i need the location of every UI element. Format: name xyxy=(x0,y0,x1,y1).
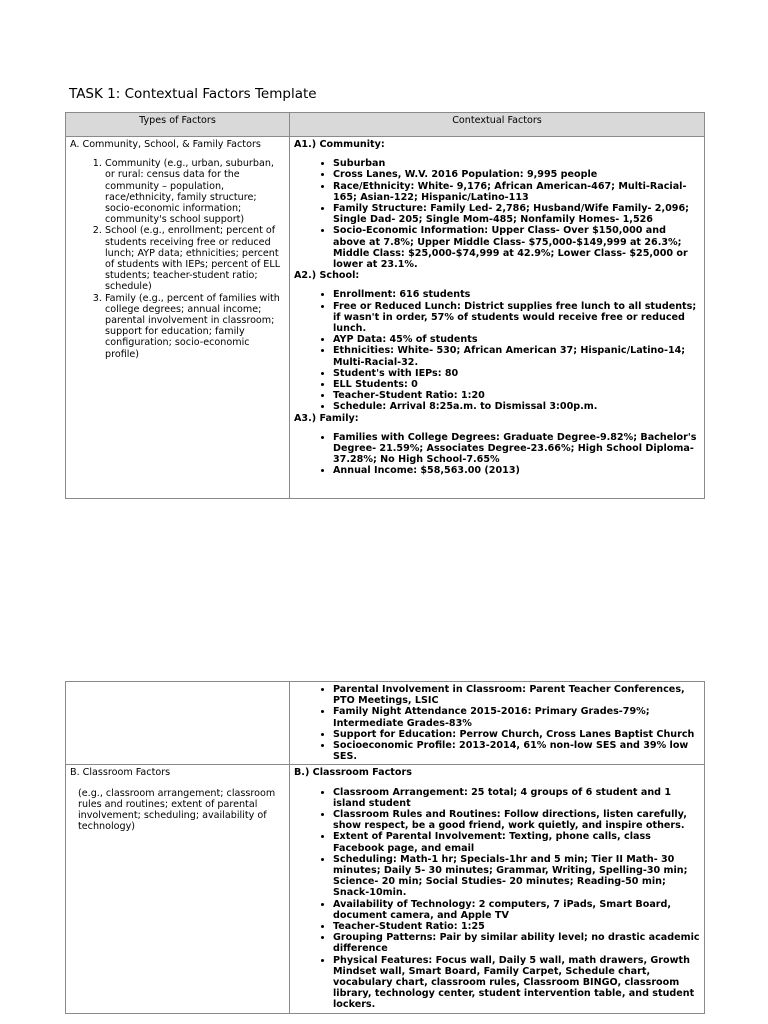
classroom-list xyxy=(294,787,700,1011)
school-heading: A2.) School: xyxy=(294,270,360,282)
list-item: • Support for Education: Perrow Church, Cross Lanes Baptist Church xyxy=(333,729,700,740)
classroom-description: (e.g., classroom arrangement; classroom rules and routines; extent of parental involvement; scheduling; availability of technology) xyxy=(78,787,276,833)
community-heading: A1.) Community: xyxy=(294,139,385,150)
contextual-factors-table-continued xyxy=(65,681,705,1014)
list-item: • Ethnicities: White- 530; African American 37; Hispanic/Latino-14; Multi-Racial-32. xyxy=(333,345,700,367)
section-b-heading: B. Classroom Factors xyxy=(70,767,171,779)
contextual-factors-table xyxy=(65,112,705,499)
list-item: • Scheduling: Math-1 hr; Specials-1hr and 5 min; Tier II Math- 30 minutes; Daily 5- 30 minutes; Grammar, Writing, Spelling-30 min; Science- 20 min; Social Studies- 20 minutes; Reading-50 min; Snack-10min. xyxy=(333,854,700,899)
classroom-factors-cell xyxy=(290,765,705,1013)
list-item: • Family Structure: Family Led- 2,786; Husband/Wife Family- 2,096; Single Dad- 205; Single Mom-485; Nonfamily Homes- 1,526 xyxy=(333,203,700,225)
community-list xyxy=(294,158,700,270)
page-title: TASK 1: Contextual Factors Template xyxy=(69,86,317,102)
list-item: • Schedule: Arrival 8:25a.m. to Dismissal 3:00p.m. xyxy=(333,401,700,412)
list-item: 3. Family (e.g., percent of families with college degrees; annual income; parental involvement in classroom; support for education; family configuration; socio-economic profile) xyxy=(105,293,285,360)
table-row xyxy=(66,137,705,499)
list-item: • Free or Reduced Lunch: District supplies free lunch to all students; if wasn't in order, 57% of students would receive free or reduced lunch. xyxy=(333,301,700,335)
classroom-types-cell xyxy=(66,765,290,1013)
table-header-row xyxy=(66,113,705,137)
classroom-heading: B.) Classroom Factors xyxy=(294,767,412,779)
list-item: • Physical Features: Focus wall, Daily 5 wall, math drawers, Growth Mindset wall, Smart Board, Family Carpet, Schedule chart, vocabulary chart, classroom rules, Classroom BINGO, classroom library, technology center, student intervention table, and student lockers. xyxy=(333,955,700,1011)
types-cell xyxy=(66,137,290,499)
list-item: • Suburban xyxy=(333,158,700,169)
factor-types-list xyxy=(70,158,285,360)
list-item: • Grouping Patterns: Pair by similar ability level; no drastic academic difference xyxy=(333,932,700,954)
list-item: • Families with College Degrees: Graduate Degree-9.82%; Bachelor's Degree- 21.59%; Associates Degree-23.66%; High School Diploma-37.28%; No High School-7.65% xyxy=(333,432,700,466)
table-row xyxy=(66,682,705,765)
list-item: • Socioeconomic Profile: 2013-2014, 61% non-low SES and 39% low SES. xyxy=(333,740,700,762)
list-item: • Classroom Arrangement: 25 total; 4 groups of 6 student and 1 island student xyxy=(333,787,700,809)
header-contextual-factors: Contextual Factors xyxy=(290,113,705,137)
list-item: • ELL Students: 0 xyxy=(333,379,700,390)
section-a-heading: A. Community, School, & Family Factors xyxy=(70,139,261,150)
list-item: • Student's with IEPs: 80 xyxy=(333,368,700,379)
list-item: • Extent of Parental Involvement: Texting, phone calls, class Facebook page, and email xyxy=(333,831,700,853)
list-item: • Race/Ethnicity: White- 9,176; African American-467; Multi-Racial-165; Asian-122; Hispanic/Latino-113 xyxy=(333,181,700,203)
list-item: 1. Community (e.g., urban, suburban, or rural: census data for the community – population, race/ethnicity, family structure; socio-economic information; community's school support) xyxy=(105,158,285,225)
list-item: • Enrollment: 616 students xyxy=(333,289,700,300)
family-continued-cell xyxy=(290,682,705,765)
list-item: • Teacher-Student Ratio: 1:20 xyxy=(333,390,700,401)
list-item: • Availability of Technology: 2 computers, 7 iPads, Smart Board, document camera, and Apple TV xyxy=(333,899,700,921)
list-item: • Family Night Attendance 2015-2016: Primary Grades-79%; Intermediate Grades-83% xyxy=(333,706,700,728)
list-item: • AYP Data: 45% of students xyxy=(333,334,700,345)
list-item: • Parental Involvement in Classroom: Parent Teacher Conferences, PTO Meetings, LSIC xyxy=(333,684,700,706)
factors-cell xyxy=(290,137,705,499)
types-cell-empty xyxy=(66,682,290,765)
list-item: • Classroom Rules and Routines: Follow directions, listen carefully, show respect, be a good friend, work quietly, and inspire others. xyxy=(333,809,700,831)
family-heading: A3.) Family: xyxy=(294,412,359,424)
family-continued-list xyxy=(294,684,700,762)
list-item: • Cross Lanes, W.V. 2016 Population: 9,995 people xyxy=(333,169,700,180)
school-list xyxy=(294,289,700,412)
list-item: • Annual Income: $58,563.00 (2013) xyxy=(333,465,700,476)
list-item: 2. School (e.g., enrollment; percent of students receiving free or reduced lunch; AYP data; ethnicities; percent of students with IEPs; percent of ELL students; teacher-student ratio; schedule) xyxy=(105,225,285,292)
list-item: • Socio-Economic Information: Upper Class- Over $150,000 and above at 7.8%; Upper Middle Class- $75,000-$149,999 at 26.3%; Middle Class: $25,000-$74,999 at 42.9%; Lower Class- $25,000 or lower at 23.1%. xyxy=(333,225,700,270)
table-row xyxy=(66,765,705,1013)
header-types-of-factors: Types of Factors xyxy=(66,113,290,137)
family-list xyxy=(294,432,700,477)
list-item: • Teacher-Student Ratio: 1:25 xyxy=(333,921,700,932)
